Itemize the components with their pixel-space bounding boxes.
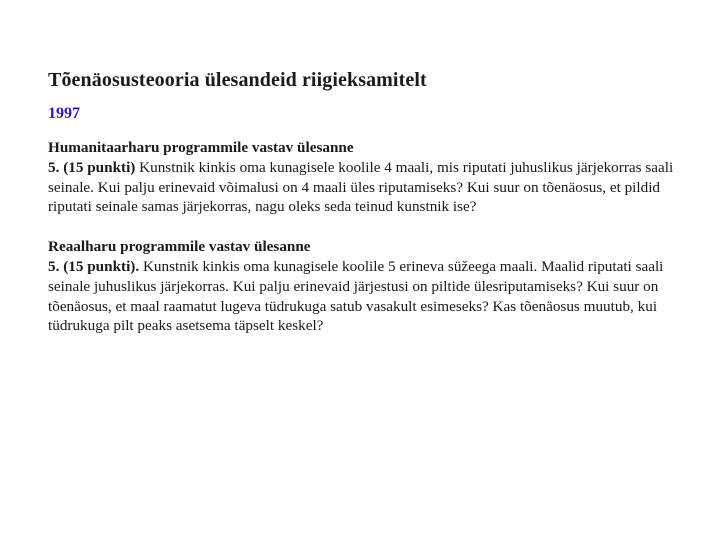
- section-heading: Reaalharu programmile vastav ülesanne: [48, 238, 311, 256]
- task-text: Kunstnik kinkis oma kunagisele koolile 4 maali, mis riputati juhuslikus järjekorras saali seinale. Kui palju erinevaid võimalusi on 4 maali üles riputamiseks? Kui suur on tõenäosus, et pildid riputati seinale samas järjekorras, nagu oleks seda teinud kunstnik ise?: [48, 158, 674, 216]
- task-text: Kunstnik kinkis oma kunagisele koolile 5 erineva süžeega maali. Maalid riputati saali seinale juhuslikus järjekorras. Kui palju erinevaid järjestusi on piltide ülesriputamiseks? Kui suur on tõenäosus, et maal raamatut lugeva tüdrukuga satub vasakult esimeseks? Kas tõenäosus muutub, kui tüdrukuga pilt peaks asetsema täpselt keskel?: [48, 257, 664, 335]
- section-heading: Humanitaarharu programmile vastav ülesanne: [48, 139, 354, 156]
- science-task-section: [48, 237, 688, 336]
- humanities-task-section: [48, 138, 688, 217]
- task-number: 5. (15 punkti).: [48, 257, 143, 275]
- document-page: [48, 68, 688, 336]
- document-title: Tõenäosusteooria ülesandeid riigieksamitelt: [48, 69, 427, 91]
- year-heading: 1997: [48, 105, 80, 122]
- task-number: 5. (15 punkti): [48, 158, 140, 176]
